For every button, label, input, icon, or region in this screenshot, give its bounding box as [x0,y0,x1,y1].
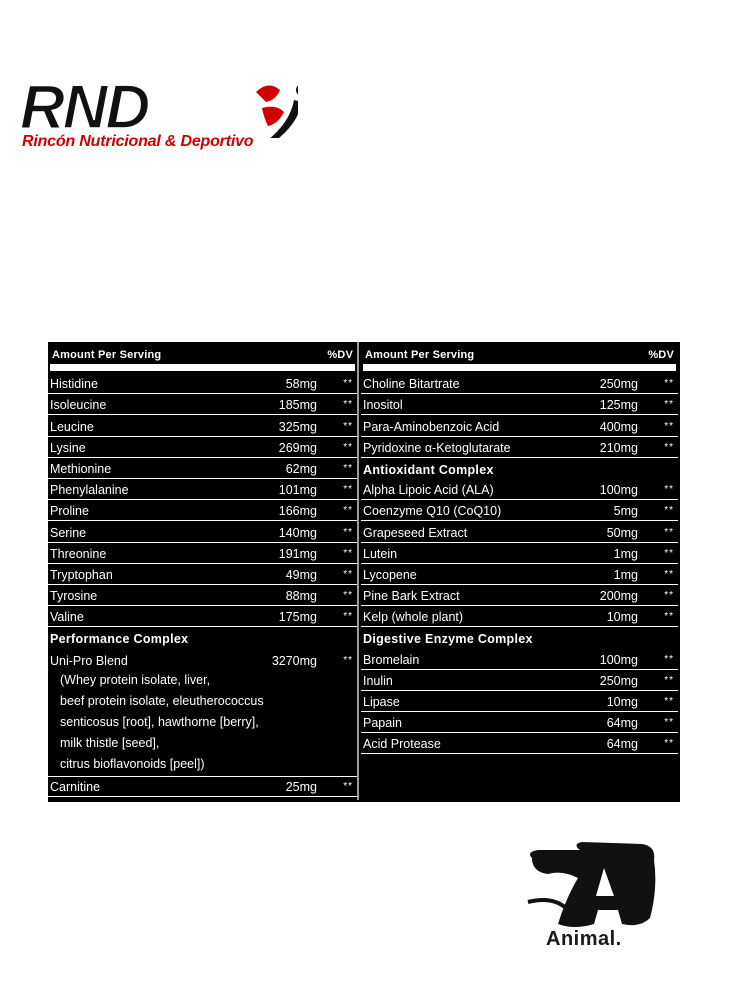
enzyme-amount: 10mg [606,695,638,709]
animal-a-icon [522,838,674,930]
antioxidant-row [361,500,678,521]
amino-row [48,437,357,458]
amino-amount: 88mg [285,589,317,604]
digestive-enzyme-complex-title: Digestive Enzyme Complex [363,632,533,647]
rnd-tagline: Rincón Nutricional & Deportivo [22,133,254,150]
amino-name: Isoleucine [50,398,107,413]
vitamin-name: Inositol [363,398,403,413]
amino-name: Tryptophan [50,567,113,582]
amino-row [48,479,357,500]
blend-description-line: (Whey protein isolate, liver, [60,672,211,687]
enzyme-name: Papain [363,716,402,731]
amino-amount: 191mg [278,546,317,561]
runner-icon [256,84,298,138]
rnd-logo-mark [18,78,298,138]
amino-name: Histidine [50,377,98,392]
amino-row [48,543,357,564]
panel-right-column [361,342,678,754]
blend-dv: ** [343,654,353,666]
animal-logo [522,838,674,954]
amino-amount: 101mg [278,483,317,498]
antioxidant-amount: 50mg [606,525,638,540]
left-header [48,342,357,364]
animal-wordmark: Animal. [546,928,622,950]
amino-dv: ** [343,484,353,496]
amino-row [48,521,357,542]
enzyme-dv: ** [664,653,674,665]
panel-left-column [48,342,357,797]
amino-dv: ** [343,547,353,559]
amino-amount: 166mg [278,504,317,519]
right-header-bar [363,364,676,371]
antioxidant-rows [361,479,678,627]
antioxidant-complex-title: Antioxidant Complex [363,462,494,477]
rnd-logo [18,78,298,158]
enzyme-amount: 250mg [599,673,638,688]
vitamin-dv: ** [664,441,674,453]
right-header-label: Amount Per Serving [365,349,475,361]
antioxidant-name: Lutein [363,546,398,561]
antioxidant-name: Grapeseed Extract [363,525,468,540]
blend-amount: 3270mg [271,653,317,668]
amino-amount: 175mg [278,610,317,625]
amino-dv: ** [343,378,353,390]
vitamin-amount: 210mg [599,440,638,455]
antioxidant-amount: 100mg [599,483,638,498]
antioxidant-row [361,564,678,585]
amino-dv: ** [343,526,353,538]
antioxidant-dv: ** [664,547,674,559]
vitamin-row [361,437,678,458]
carnitine-name: Carnitine [50,779,101,794]
amino-amount: 62mg [285,461,317,476]
enzyme-row [361,670,678,691]
digestive-rows [361,648,678,754]
antioxidant-row [361,606,678,627]
amino-row [48,415,357,436]
performance-complex-title: Performance Complex [50,632,189,647]
vitamin-amount: 125mg [599,398,638,413]
amino-row [48,394,357,415]
enzyme-amount: 64mg [606,737,638,752]
amino-row [48,585,357,606]
enzyme-dv: ** [664,696,674,707]
enzyme-name: Acid Protease [363,737,441,752]
amino-amount: 269mg [278,440,317,455]
antioxidant-amount: 1mg [613,546,638,561]
amino-row [48,564,357,585]
enzyme-row [361,712,678,733]
amino-dv: ** [343,568,353,580]
enzyme-dv: ** [664,717,674,729]
amino-name: Serine [50,525,87,540]
panel-column-divider [357,342,359,800]
amino-name: Leucine [50,419,94,434]
amino-name: Tyrosine [50,589,98,604]
enzyme-name: Bromelain [363,652,420,667]
amino-row [48,606,357,627]
antioxidant-amount: 10mg [606,610,638,625]
enzyme-dv: ** [664,738,674,750]
antioxidant-row [361,521,678,542]
antioxidant-amount: 5mg [613,504,638,519]
amino-amount: 185mg [278,398,317,413]
enzyme-name: Lipase [363,695,400,709]
enzyme-row [361,648,678,669]
antioxidant-name: Pine Bark Extract [363,589,460,604]
amino-amount: 140mg [278,525,317,540]
right-rows [361,373,678,458]
supplement-facts-panel [48,342,680,802]
amino-name: Valine [50,610,84,625]
vitamin-name: Pyridoxine α-Ketoglutarate [363,440,511,455]
antioxidant-dv: ** [664,484,674,496]
vitamin-dv: ** [664,378,674,390]
vitamin-amount: 250mg [599,377,638,392]
enzyme-row [361,733,678,754]
amino-dv: ** [343,611,353,623]
antioxidant-name: Alpha Lipoic Acid (ALA) [363,483,494,498]
antioxidant-row [361,585,678,606]
vitamin-dv: ** [664,420,674,432]
vitamin-name: Choline Bitartrate [363,377,460,392]
amino-dv: ** [343,399,353,411]
antioxidant-dv: ** [664,526,674,538]
vitamin-row [361,394,678,415]
antioxidant-name: Lycopene [363,567,417,582]
enzyme-dv: ** [664,674,674,686]
amino-name: Lysine [50,440,86,455]
amino-name: Threonine [50,546,107,561]
amino-name: Methionine [50,461,112,476]
antioxidant-dv: ** [664,590,674,602]
left-header-bar [50,364,355,371]
enzyme-row [361,691,678,712]
amino-dv: ** [343,420,353,432]
vitamin-row [361,415,678,436]
amino-row [48,500,357,521]
uni-pro-blend-row [48,648,357,669]
amino-name: Phenylalanine [50,483,129,498]
blend-description [48,670,357,776]
blend-description-line: senticosus [root], hawthorne [berry], [60,715,259,730]
antioxidant-row [361,543,678,564]
right-header [361,342,678,364]
antioxidant-dv: ** [664,611,674,623]
enzyme-amount: 100mg [599,652,638,667]
right-header-dv: %DV [648,349,674,361]
amino-amount: 49mg [285,567,317,582]
left-header-label: Amount Per Serving [52,349,162,361]
amino-dv: ** [343,505,353,517]
blend-description-line: citrus bioflavonoids [peel]) [60,757,205,772]
amino-amount: 58mg [285,377,317,392]
carnitine-amount: 25mg [285,779,317,794]
amino-dv: ** [343,590,353,602]
antioxidant-row [361,479,678,500]
blend-description-line: beef protein isolate, eleutherococcus [60,693,264,708]
amino-name: Proline [50,504,89,519]
amino-dv: ** [343,462,353,474]
rnd-logo-text: RND [20,78,149,138]
blend-description-line: milk thistle [seed], [60,736,160,751]
blend-name: Uni-Pro Blend [50,653,128,668]
amino-row [48,373,357,394]
carnitine-dv: ** [343,780,353,792]
antioxidant-name: Coenzyme Q10 (CoQ10) [363,504,502,519]
enzyme-name: Inulin [363,673,393,688]
antioxidant-dv: ** [664,505,674,517]
antioxidant-amount: 200mg [599,589,638,604]
vitamin-dv: ** [664,399,674,411]
carnitine-row [48,776,357,797]
vitamin-name: Para-Aminobenzoic Acid [363,419,500,434]
vitamin-amount: 400mg [599,419,638,434]
antioxidant-amount: 1mg [613,567,638,582]
amino-amount: 325mg [278,419,317,434]
amino-dv: ** [343,441,353,453]
vitamin-row [361,373,678,394]
left-header-dv: %DV [327,349,353,361]
antioxidant-dv: ** [664,568,674,580]
left-amino-rows [48,373,357,627]
antioxidant-name: Kelp (whole plant) [363,610,464,625]
amino-row [48,458,357,479]
enzyme-amount: 64mg [606,716,638,731]
